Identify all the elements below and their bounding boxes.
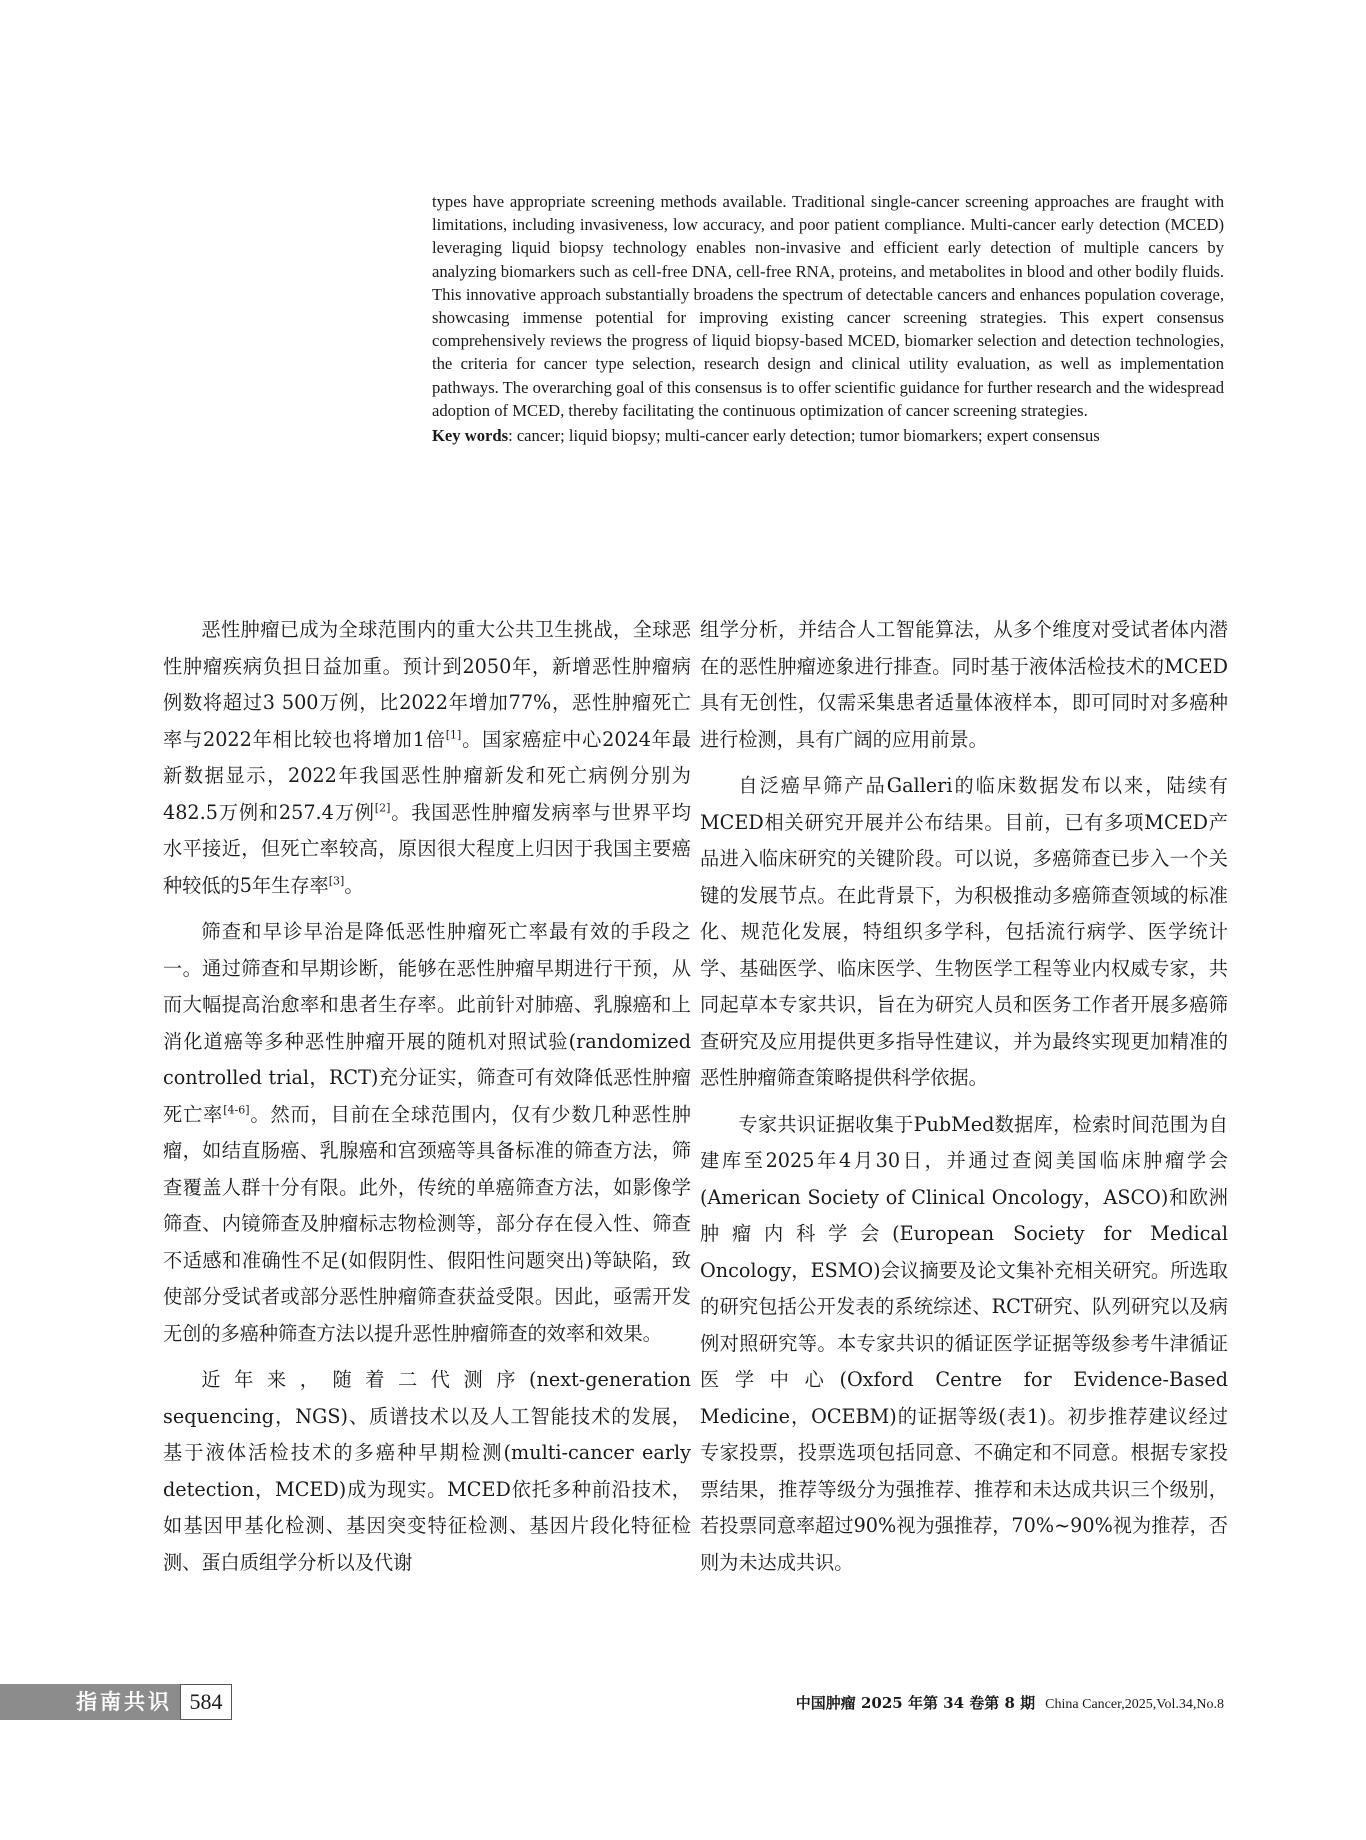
citation-3: [3] [328,874,345,888]
journal-info [796,1692,1224,1713]
paragraph-4: 自泛癌早筛产品Galleri的临床数据发布以来，陆续有MCED相关研究开展并公布结果。目前，已有多项MCED产品进入临床研究的关键阶段。可以说，多癌筛查已步入一个关键的发展节点。在此背景下，为积极推动多癌筛查领域的标准化、规范化发展，特组织多学科，包括流行病学、医学统计学、基础医学、临床医学、生物医学工程等业内权威专家，共同起草本专家共识，旨在为研究人员和医务工作者开展多癌筛查研究及应用提供更多指导性建议，并为最终实现更加精准的恶性肿瘤筛查策略提供科学依据。 [700,774,1228,1089]
p2-text-b: 。然而，目前在全球范围内，仅有少数几种恶性肿瘤，如结直肠癌、乳腺癌和宫颈癌等具备标准的筛查方法，筛查覆盖人群十分有限。此外，传统的单癌筛查方法，如影像学筛查、内镜筛查及肿瘤标志物检测等，部分存在侵入性、筛查不适感和准确性不足(如假阴性、假阳性问题突出)等缺陷，致使部分受试者或部分恶性肿瘤筛查获益受限。因此，亟需开发无创的多癌种筛查方法以提升恶性肿瘤筛查的效率和效果。 [163,1102,692,1345]
paragraph-1 [163,612,691,904]
journal-cn: 中国肿瘤 2025 年第 34 卷第 8 期 [795,1694,1036,1712]
p2-text-a: 筛查和早诊早治是降低恶性肿瘤死亡率最有效的手段之一。通过筛查和早期诊断，能够在恶性肿瘤早期进行干预，从而大幅提高治愈率和患者生存率。此前针对肺癌、乳腺癌和上消化道癌等多种恶性肿瘤开展的随机对照试验(randomized controlled trial，RCT)充分证实，筛查可有效降低恶性肿瘤死亡率 [163,920,691,1126]
keywords-line [432,424,1224,447]
citation-1: [1] [445,728,462,742]
paragraph-3-continued: 组学分析，并结合人工智能算法，从多个维度对受试者体内潜在的恶性肿瘤迹象进行排查。同时基于液体活检技术的MCED具有无创性，仅需采集患者适量体液样本，即可同时对多癌种进行检测，具有广阔的应用前景。 [700,618,1228,751]
keywords-label: Key words [432,426,509,446]
journal-en: China Cancer,2025,Vol.34,No.8 [1045,1697,1224,1712]
p1-text-a: 恶性肿瘤已成为全球范围内的重大公共卫生挑战，全球恶性肿瘤疾病负担日益加重。预计到2050年，新增恶性肿瘤病例数将超过3 500万例，比2022年增加77%，恶性肿瘤死亡率与2022年相比较也将增加1倍 [163,618,691,751]
page-number: 584 [180,1684,232,1720]
p1-text-b: 。国家癌症中心2024年最新数据显示，2022年我国恶性肿瘤新发和死亡病例分别为482.5万例和257.4万例 [163,727,691,824]
abstract-block [432,190,1224,447]
p1-text-d: 。 [344,873,364,897]
paragraph-2 [163,914,691,1352]
body-column-right [700,612,1228,1591]
keywords-text: : cancer; liquid biopsy; multi-cancer early detection; tumor biomarkers; expert consensus [508,426,1100,446]
section-label: 指南共识 [0,1684,180,1720]
paragraph-3: 近年来，随着二代测序(next-generation sequencing，NGS)、质谱技术以及人工智能技术的发展，基于液体活检技术的多癌种早期检测(multi-cancer early detection，MCED)成为现实。MCED依托多种前沿技术，如基因甲基化检测、基因突变特征检测、基因片段化特征检测、蛋白质组学分析以及代谢 [163,1368,691,1574]
body-column-left [163,612,691,1591]
citation-2: [2] [374,801,391,815]
abstract-text: types have appropriate screening methods available. Traditional single-cancer screening approaches are fraught with limitations, including invasiveness, low accuracy, and poor patient compliance. Multi-cancer early detection (MCED) leveraging liquid biopsy technology enables non-invasive and efficient early detection of multiple cancers by analyzing biomarkers such as cell-free DNA, cell-free RNA, proteins, and metabolites in blood and other bodily fluids. This innovative approach substantially broadens the spectrum of detectable cancers and enhances population coverage, showcasing immense potential for improving existing cancer screening strategies. This expert consensus comprehensively reviews the progress of liquid biopsy-based MCED, biomarker selection and detection technologies, the criteria for cancer type selection, research design and clinical utility evaluation, as well as implementation pathways. The overarching goal of this consensus is to offer scientific guidance for further research and the widespread adoption of MCED, thereby facilitating the continuous optimization of cancer screening strategies. [432,192,1224,420]
citation-4-6: [4-6] [223,1103,250,1117]
page-footer [0,1684,1366,1724]
paragraph-5: 专家共识证据收集于PubMed数据库，检索时间范围为自建库至2025年4月30日，并通过查阅美国临床肿瘤学会(American Society of Clinical Oncology，ASCO)和欧洲肿瘤内科学会(European Society for Medical Oncology，ESMO)会议摘要及论文集补充相关研究。所选取的研究包括公开发表的系统综述、RCT研究、队列研究以及病例对照研究等。本专家共识的循证医学证据等级参考牛津循证医学中心(Oxford Centre for Evidence-Based Medicine，OCEBM)的证据等级(表1)。初步推荐建议经过专家投票，投票选项包括同意、不确定和不同意。根据专家投票结果，推荐等级分为强推荐、推荐和未达成共识三个级别，若投票同意率超过90%视为强推荐，70%~90%视为推荐，否则为未达成共识。 [700,1112,1228,1574]
p1-text-c: 。我国恶性肿瘤发病率与世界平均水平接近，但死亡率较高，原因很大程度上归因于我国主要癌种较低的5年生存率 [163,800,691,897]
